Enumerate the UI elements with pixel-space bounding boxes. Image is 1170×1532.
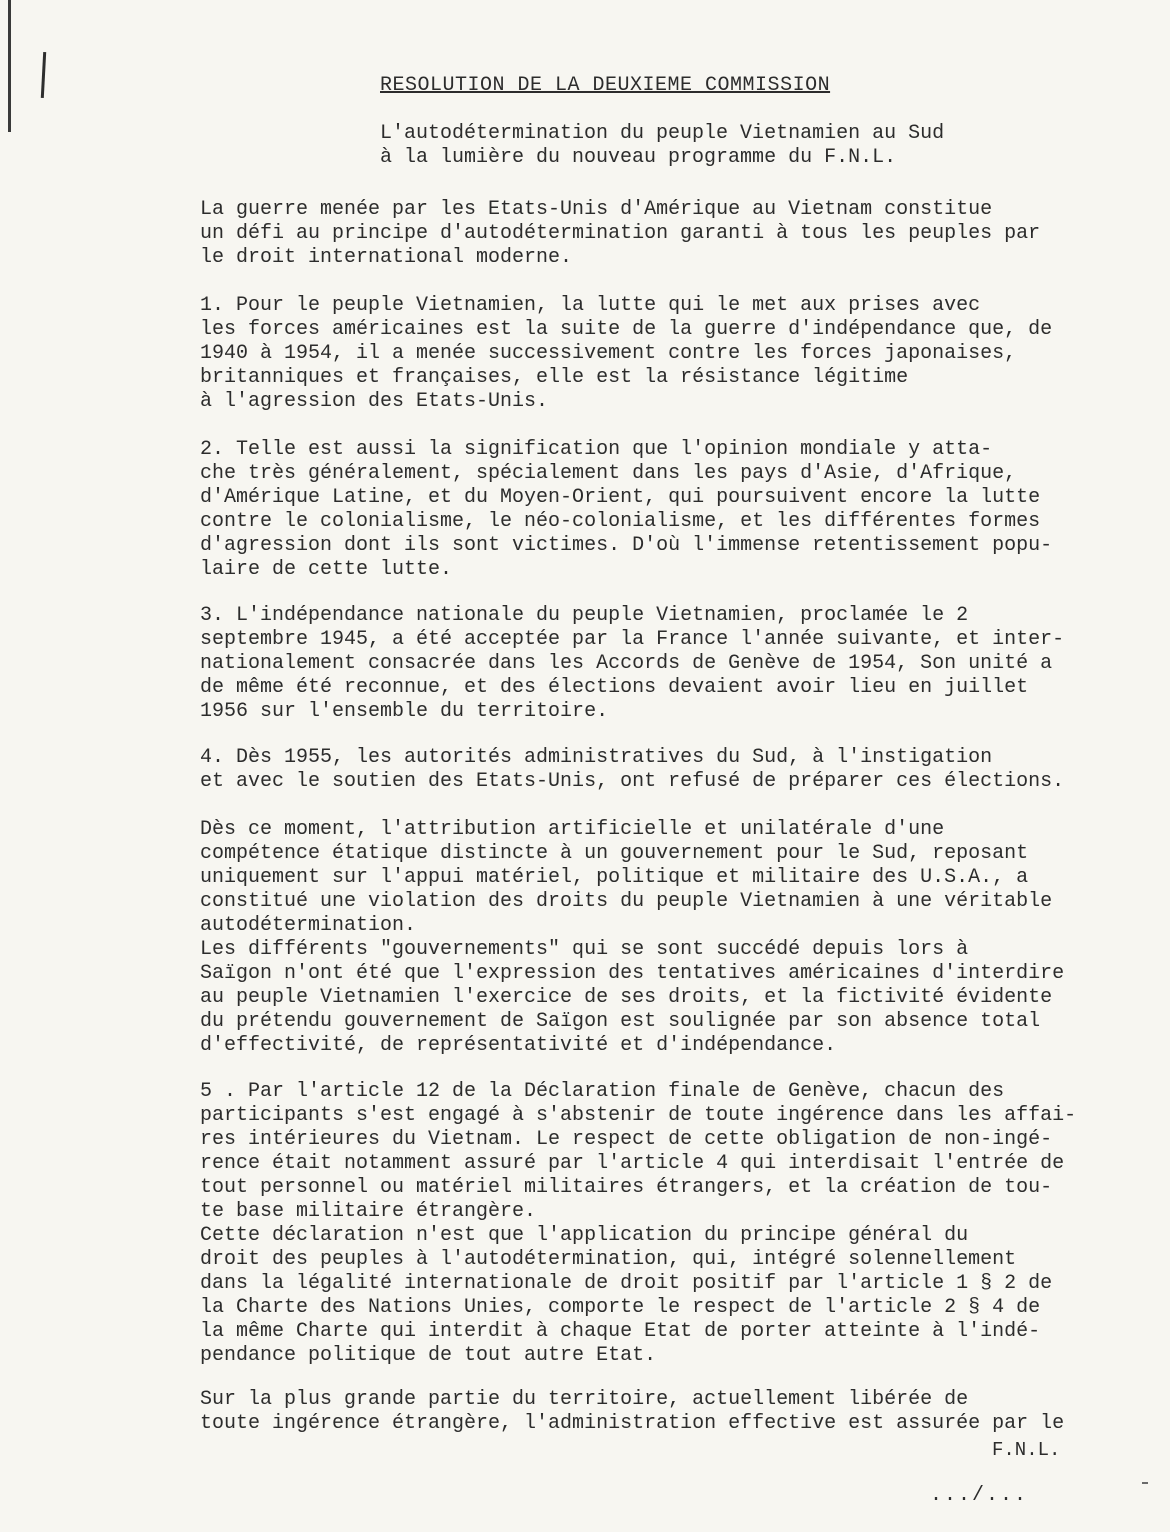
text-line: 1956 sur l'ensemble du territoire. bbox=[200, 700, 609, 723]
text-line: Saïgon n'ont été que l'expression des tentatives américaines d'interdire bbox=[200, 962, 1065, 985]
paragraph-1 bbox=[200, 294, 1052, 414]
text-line: participants s'est engagé à s'abstenir de toute ingérence dans les affai- bbox=[200, 1104, 1077, 1127]
document-subtitle bbox=[380, 122, 944, 170]
paragraph-intro bbox=[200, 198, 1040, 270]
text-line: nationalement consacrée dans les Accords de Genève de 1954, Son unité a bbox=[200, 652, 1053, 675]
text-line: uniquement sur l'appui matériel, politique et militaire des U.S.A., a bbox=[200, 866, 1029, 889]
text-line: laire de cette lutte. bbox=[200, 558, 453, 581]
paragraph-3 bbox=[200, 604, 1064, 724]
text-line: contre le colonialisme, le néo-colonialisme, et les différentes formes bbox=[200, 510, 1041, 533]
text-line: Sur la plus grande partie du territoire, actuellement libérée de bbox=[200, 1388, 969, 1411]
text-line: la même Charte qui interdit à chaque Etat de porter atteinte à l'indé- bbox=[200, 1320, 1041, 1343]
text-line: 2. Telle est aussi la signification que l'opinion mondiale y atta- bbox=[200, 438, 993, 461]
paragraph-2 bbox=[200, 438, 1052, 582]
text-line: un défi au principe d'autodétermination garanti à tous les peuples par bbox=[200, 222, 1041, 245]
text-line: septembre 1945, a été acceptée par la France l'année suivante, et inter- bbox=[200, 628, 1065, 651]
text-line: la Charte des Nations Unies, comporte le respect de l'article 2 § 4 de bbox=[200, 1296, 1041, 1319]
text-line: toute ingérence étrangère, l'administration effective est assurée par le bbox=[200, 1412, 1065, 1435]
text-line: 5 . Par l'article 12 de la Déclaration finale de Genève, chacun des bbox=[200, 1080, 1005, 1103]
text-line: te base militaire étrangère. bbox=[200, 1200, 537, 1223]
text-line: La guerre menée par les Etats-Unis d'Amérique au Vietnam constitue bbox=[200, 198, 993, 221]
paragraph-4-continued bbox=[200, 818, 1064, 1058]
margin-mark bbox=[41, 52, 46, 98]
text-line: compétence étatique distincte à un gouvernement pour le Sud, reposant bbox=[200, 842, 1029, 865]
text-line: d'agression dont ils sont victimes. D'où l'immense retentissement popu- bbox=[200, 534, 1053, 557]
subtitle-line: L'autodétermination du peuple Vietnamien au Sud bbox=[380, 122, 945, 145]
text-line: tout personnel ou matériel militaires étrangers, et la création de tou- bbox=[200, 1176, 1053, 1199]
paragraph-5 bbox=[200, 1080, 1076, 1368]
text-line: au peuple Vietnamien l'exercice de ses droits, et la fictivité évidente bbox=[200, 986, 1053, 1009]
text-line: 1940 à 1954, il a menée successivement contre les forces japonaises, bbox=[200, 342, 1017, 365]
text-line: Les différents "gouvernements" qui se sont succédé depuis lors à bbox=[200, 938, 969, 961]
text-line: britanniques et françaises, elle est la résistance légitime bbox=[200, 366, 909, 389]
subtitle-line: à la lumière du nouveau programme du F.N.L. bbox=[380, 146, 897, 169]
text-line: constitué une violation des droits du peuple Vietnamien à une véritable bbox=[200, 890, 1053, 913]
text-line: autodétermination. bbox=[200, 914, 417, 937]
text-line: à l'agression des Etats-Unis. bbox=[200, 390, 549, 413]
text-line: du prétendu gouvernement de Saïgon est soulignée par son absence total bbox=[200, 1010, 1041, 1033]
page-edge-mark bbox=[8, 0, 11, 132]
text-line: 3. L'indépendance nationale du peuple Vietnamien, proclamée le 2 bbox=[200, 604, 969, 627]
paragraph-4 bbox=[200, 746, 1064, 794]
text-line: 4. Dès 1955, les autorités administratives du Sud, à l'instigation bbox=[200, 746, 993, 769]
page-continuation-mark: .../... bbox=[930, 1484, 1029, 1507]
text-line: de même été reconnue, et des élections devaient avoir lieu en juillet bbox=[200, 676, 1029, 699]
text-line: pendance politique de tout autre Etat. bbox=[200, 1344, 657, 1367]
text-line: d'effectivité, de représentativité et d'indépendance. bbox=[200, 1034, 837, 1057]
text-line: les forces américaines est la suite de la guerre d'indépendance que, de bbox=[200, 318, 1053, 341]
text-line: res intérieures du Vietnam. Le respect de cette obligation de non-ingé- bbox=[200, 1128, 1053, 1151]
text-line: Dès ce moment, l'attribution artificielle et unilatérale d'une bbox=[200, 818, 945, 841]
text-line: che très généralement, spécialement dans les pays d'Asie, d'Afrique, bbox=[200, 462, 1017, 485]
text-line: rence était notamment assuré par l'article 4 qui interdisait l'entrée de bbox=[200, 1152, 1065, 1175]
text-line: 1. Pour le peuple Vietnamien, la lutte qui le met aux prises avec bbox=[200, 294, 981, 317]
text-line: et avec le soutien des Etats-Unis, ont refusé de préparer ces élections. bbox=[200, 770, 1065, 793]
signature-fnl: F.N.L. bbox=[992, 1439, 1061, 1461]
paragraph-final bbox=[200, 1388, 1064, 1436]
text-line: Cette déclaration n'est que l'application du principe général du bbox=[200, 1224, 969, 1247]
document-title: RESOLUTION DE LA DEUXIEME COMMISSION bbox=[380, 74, 831, 97]
text-line: dans la légalité internationale de droit positif par l'article 1 § 2 de bbox=[200, 1272, 1053, 1295]
ink-speck bbox=[1142, 1482, 1148, 1484]
text-line: droit des peuples à l'autodétermination, qui, intégré solennellement bbox=[200, 1248, 1017, 1271]
text-line: le droit international moderne. bbox=[200, 246, 573, 269]
text-line: d'Amérique Latine, et du Moyen-Orient, qui poursuivent encore la lutte bbox=[200, 486, 1041, 509]
